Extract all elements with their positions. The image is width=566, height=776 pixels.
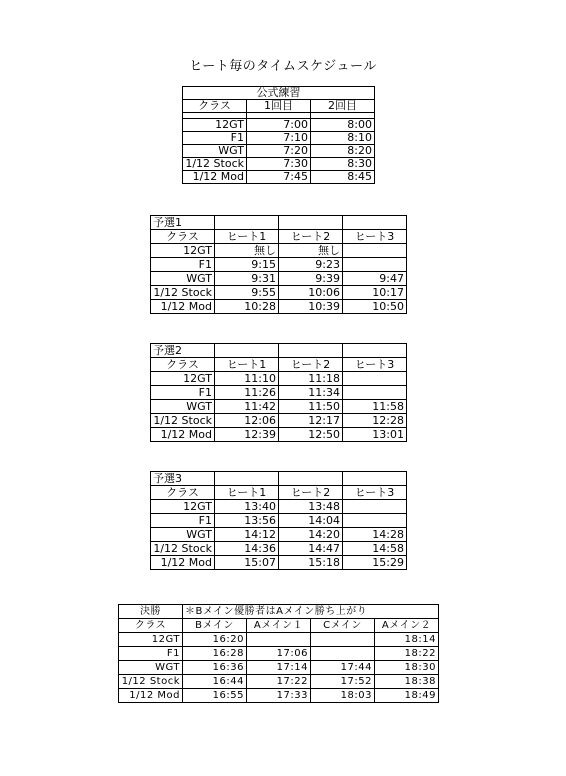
time-cell: 16:28 — [183, 647, 247, 661]
class-cell: WGT — [151, 272, 215, 286]
column-header: Bメイン — [183, 619, 247, 633]
time-cell — [343, 514, 407, 528]
time-cell: 18:14 — [375, 633, 439, 647]
time-cell: 17:22 — [247, 675, 311, 689]
time-cell: 9:47 — [343, 272, 407, 286]
class-cell: WGT — [151, 400, 215, 414]
class-cell: 1/12 Stock — [151, 414, 215, 428]
table-row — [151, 244, 407, 258]
time-cell: 無し — [279, 244, 343, 258]
time-cell: 7:10 — [247, 132, 311, 145]
time-cell: 12:06 — [215, 414, 279, 428]
time-cell: 11:34 — [279, 386, 343, 400]
final-caption: 決勝 — [119, 605, 183, 619]
qualifier-header-row — [151, 358, 407, 372]
time-cell: 17:52 — [311, 675, 375, 689]
table-row — [183, 132, 375, 145]
column-header: 2回目 — [311, 100, 375, 113]
qualifier-header-row — [151, 486, 407, 500]
time-cell: 18:22 — [375, 647, 439, 661]
time-cell — [311, 647, 375, 661]
time-cell — [343, 372, 407, 386]
table-row — [119, 647, 439, 661]
class-cell: F1 — [151, 514, 215, 528]
time-cell: 13:48 — [279, 500, 343, 514]
table-row — [151, 556, 407, 570]
column-header: ヒート1 — [215, 358, 279, 372]
table-row — [151, 500, 407, 514]
time-cell — [343, 386, 407, 400]
time-cell: 無し — [215, 244, 279, 258]
time-cell: 10:39 — [279, 300, 343, 314]
class-cell: 1/12 Stock — [151, 542, 215, 556]
qualifier-header-row — [151, 230, 407, 244]
qualifier-1-table — [150, 215, 407, 314]
time-cell: 18:30 — [375, 661, 439, 675]
column-header: ヒート3 — [343, 486, 407, 500]
time-cell: 9:23 — [279, 258, 343, 272]
time-cell: 14:20 — [279, 528, 343, 542]
table-row — [151, 414, 407, 428]
table-row — [183, 119, 375, 132]
time-cell: 18:38 — [375, 675, 439, 689]
time-cell: 12:39 — [215, 428, 279, 442]
class-cell: 1/12 Mod — [119, 689, 183, 703]
time-cell: 10:17 — [343, 286, 407, 300]
class-cell: WGT — [183, 145, 247, 158]
class-cell: 12GT — [119, 633, 183, 647]
class-cell: 12GT — [151, 244, 215, 258]
time-cell: 12:50 — [279, 428, 343, 442]
time-cell: 10:50 — [343, 300, 407, 314]
column-header: ヒート3 — [343, 358, 407, 372]
time-cell: 11:10 — [215, 372, 279, 386]
time-cell: 8:00 — [311, 119, 375, 132]
table-row — [183, 171, 375, 184]
practice-table — [182, 86, 375, 184]
time-cell: 8:10 — [311, 132, 375, 145]
column-header: クラス — [119, 619, 183, 633]
final-table — [118, 604, 439, 703]
time-cell: 13:40 — [215, 500, 279, 514]
time-cell: 16:44 — [183, 675, 247, 689]
time-cell: 9:31 — [215, 272, 279, 286]
class-cell: 1/12 Mod — [151, 556, 215, 570]
column-header: ヒート2 — [279, 358, 343, 372]
class-cell: 1/12 Mod — [151, 300, 215, 314]
time-cell: 12:17 — [279, 414, 343, 428]
time-cell: 11:58 — [343, 400, 407, 414]
time-cell: 17:33 — [247, 689, 311, 703]
time-cell — [311, 633, 375, 647]
class-cell: F1 — [151, 386, 215, 400]
time-cell: 12:28 — [343, 414, 407, 428]
time-cell: 15:29 — [343, 556, 407, 570]
time-cell: 11:26 — [215, 386, 279, 400]
column-header: Aメイン２ — [375, 619, 439, 633]
time-cell: 14:28 — [343, 528, 407, 542]
time-cell: 17:44 — [311, 661, 375, 675]
qualifier-3-table — [150, 471, 407, 570]
time-cell: 7:00 — [247, 119, 311, 132]
table-row — [119, 633, 439, 647]
practice-caption: 公式練習 — [183, 87, 375, 100]
time-cell: 7:45 — [247, 171, 311, 184]
time-cell: 11:42 — [215, 400, 279, 414]
column-header: Cメイン — [311, 619, 375, 633]
table-row — [151, 514, 407, 528]
qualifier-caption: 予選1 — [151, 216, 215, 230]
column-header: クラス — [151, 358, 215, 372]
table-row — [151, 272, 407, 286]
time-cell: 15:18 — [279, 556, 343, 570]
final-caption-row — [119, 605, 439, 619]
final-note: ＊Bメイン優勝者はAメイン勝ち上がり — [183, 605, 439, 619]
class-cell: 1/12 Mod — [151, 428, 215, 442]
time-cell: 13:01 — [343, 428, 407, 442]
table-row — [151, 300, 407, 314]
table-row — [151, 286, 407, 300]
column-header: 1回目 — [247, 100, 311, 113]
class-cell: 1/12 Stock — [151, 286, 215, 300]
column-header: ヒート2 — [279, 230, 343, 244]
time-cell: 13:56 — [215, 514, 279, 528]
table-row — [151, 258, 407, 272]
table-row — [151, 400, 407, 414]
time-cell: 15:07 — [215, 556, 279, 570]
time-cell: 8:20 — [311, 145, 375, 158]
time-cell: 18:49 — [375, 689, 439, 703]
time-cell: 11:50 — [279, 400, 343, 414]
page-title: ヒート毎のタイムスケジュール — [189, 59, 377, 74]
class-cell: WGT — [151, 528, 215, 542]
class-cell: WGT — [119, 661, 183, 675]
time-cell: 14:12 — [215, 528, 279, 542]
time-cell: 18:03 — [311, 689, 375, 703]
time-cell — [343, 244, 407, 258]
table-row — [183, 145, 375, 158]
time-cell: 14:58 — [343, 542, 407, 556]
table-row — [151, 528, 407, 542]
time-cell — [343, 258, 407, 272]
qualifier-caption: 予選3 — [151, 472, 215, 486]
time-cell — [343, 500, 407, 514]
table-row — [183, 158, 375, 171]
qualifier-caption: 予選2 — [151, 344, 215, 358]
qualifier-2-table — [150, 343, 407, 442]
practice-caption-row — [183, 87, 375, 100]
time-cell: 8:45 — [311, 171, 375, 184]
time-cell: 9:15 — [215, 258, 279, 272]
time-cell: 8:30 — [311, 158, 375, 171]
time-cell: 9:39 — [279, 272, 343, 286]
table-row — [151, 542, 407, 556]
column-header: ヒート3 — [343, 230, 407, 244]
column-header: クラス — [151, 230, 215, 244]
time-cell: 16:20 — [183, 633, 247, 647]
time-cell: 7:30 — [247, 158, 311, 171]
time-cell: 10:06 — [279, 286, 343, 300]
column-header: ヒート2 — [279, 486, 343, 500]
class-cell: F1 — [183, 132, 247, 145]
time-cell: 17:06 — [247, 647, 311, 661]
class-cell: 12GT — [151, 372, 215, 386]
class-cell: 1/12 Mod — [183, 171, 247, 184]
time-cell: 14:47 — [279, 542, 343, 556]
time-cell — [247, 633, 311, 647]
table-row — [151, 386, 407, 400]
time-cell: 14:04 — [279, 514, 343, 528]
time-cell: 14:36 — [215, 542, 279, 556]
class-cell: 1/12 Stock — [183, 158, 247, 171]
qualifier-caption-row — [151, 472, 407, 486]
table-row — [151, 428, 407, 442]
time-cell: 16:55 — [183, 689, 247, 703]
time-cell: 7:20 — [247, 145, 311, 158]
column-header: クラス — [151, 486, 215, 500]
column-header: ヒート1 — [215, 486, 279, 500]
time-cell: 17:14 — [247, 661, 311, 675]
final-header-row — [119, 619, 439, 633]
column-header: クラス — [183, 100, 247, 113]
table-row — [119, 661, 439, 675]
class-cell: 12GT — [151, 500, 215, 514]
column-header: ヒート1 — [215, 230, 279, 244]
qualifier-caption-row — [151, 344, 407, 358]
practice-header-row — [183, 100, 375, 113]
qualifier-caption-row — [151, 216, 407, 230]
table-row — [119, 675, 439, 689]
class-cell: 1/12 Stock — [119, 675, 183, 689]
time-cell: 11:18 — [279, 372, 343, 386]
column-header: Aメイン１ — [247, 619, 311, 633]
table-row — [119, 689, 439, 703]
class-cell: F1 — [151, 258, 215, 272]
time-cell: 16:36 — [183, 661, 247, 675]
time-cell: 9:55 — [215, 286, 279, 300]
table-row — [151, 372, 407, 386]
time-cell: 10:28 — [215, 300, 279, 314]
class-cell: F1 — [119, 647, 183, 661]
class-cell: 12GT — [183, 119, 247, 132]
